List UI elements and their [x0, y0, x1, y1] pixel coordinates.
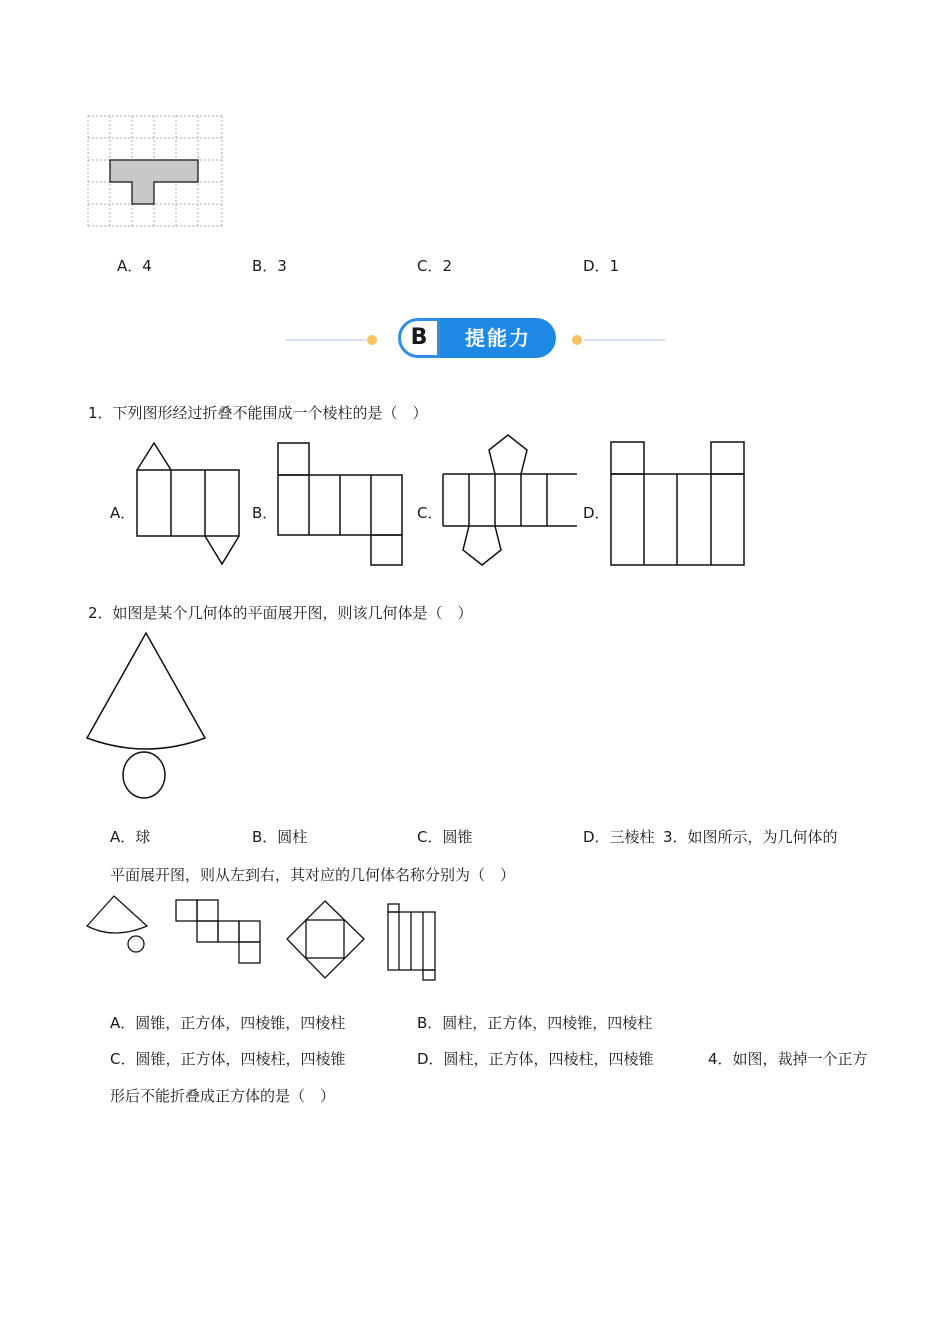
q3-option-a[interactable]: A．圆锥，正方体，四棱锥，四棱柱 [110, 1014, 346, 1032]
q1-figure-b[interactable] [276, 441, 404, 567]
q1-figure-c[interactable] [441, 432, 579, 568]
q2-option-b[interactable]: B．圆柱 [252, 828, 308, 846]
q3-figure-prism-net [386, 902, 438, 984]
q3-option-b[interactable]: B．圆柱，正方体，四棱锥，四棱柱 [417, 1014, 653, 1032]
q1-label-c[interactable]: C． [417, 504, 443, 522]
q0-option-d[interactable]: D．1 [583, 257, 620, 275]
q1-figure-d[interactable] [609, 440, 747, 568]
q1-label-a[interactable]: A． [110, 504, 136, 522]
q4-text-cont: 形后不能折叠成正方体的是（ ） [110, 1087, 336, 1105]
section-title: 提能力 [440, 318, 556, 358]
q0-option-b[interactable]: B．3 [252, 257, 287, 275]
banner-right-line [570, 334, 665, 346]
q2-option-a[interactable]: A．球 [110, 828, 151, 846]
q2-cone-net-figure [84, 630, 208, 802]
q1-label-b[interactable]: B． [252, 504, 278, 522]
q3-figure-pyramid-net [284, 898, 368, 982]
q3-option-c[interactable]: C．圆锥，正方体，四棱柱，四棱锥 [110, 1050, 346, 1068]
q3-figure-cube-net [174, 898, 264, 966]
q2-option-c[interactable]: C．圆锥 [417, 828, 473, 846]
q1-text: 1．下列图形经过折叠不能围成一个棱柱的是（ ） [88, 404, 428, 422]
q4-text-start: 4．如图，裁掉一个正方 [708, 1050, 868, 1068]
q0-option-a[interactable]: A．4 [117, 257, 152, 275]
q2-option-d[interactable]: D．三棱柱 [583, 828, 655, 846]
q3-option-d[interactable]: D．圆柱，正方体，四棱柱，四棱锥 [417, 1050, 654, 1068]
q3-figure-cone-net [84, 894, 154, 958]
q1-label-d[interactable]: D． [583, 504, 610, 522]
section-letter-badge: B [398, 318, 440, 358]
q3-text-cont: 平面展开图，则从左到右，其对应的几何体名称分别为（ ） [110, 866, 516, 884]
q3-text-start: 3．如图所示，为几何体的 [663, 828, 838, 846]
q0-option-c[interactable]: C．2 [417, 257, 453, 275]
grid-t-shape-figure [86, 114, 224, 230]
q1-figure-a[interactable] [135, 440, 241, 568]
banner-left-line [286, 334, 381, 346]
q2-text: 2．如图是某个几何体的平面展开图，则该几何体是（ ） [88, 604, 473, 622]
